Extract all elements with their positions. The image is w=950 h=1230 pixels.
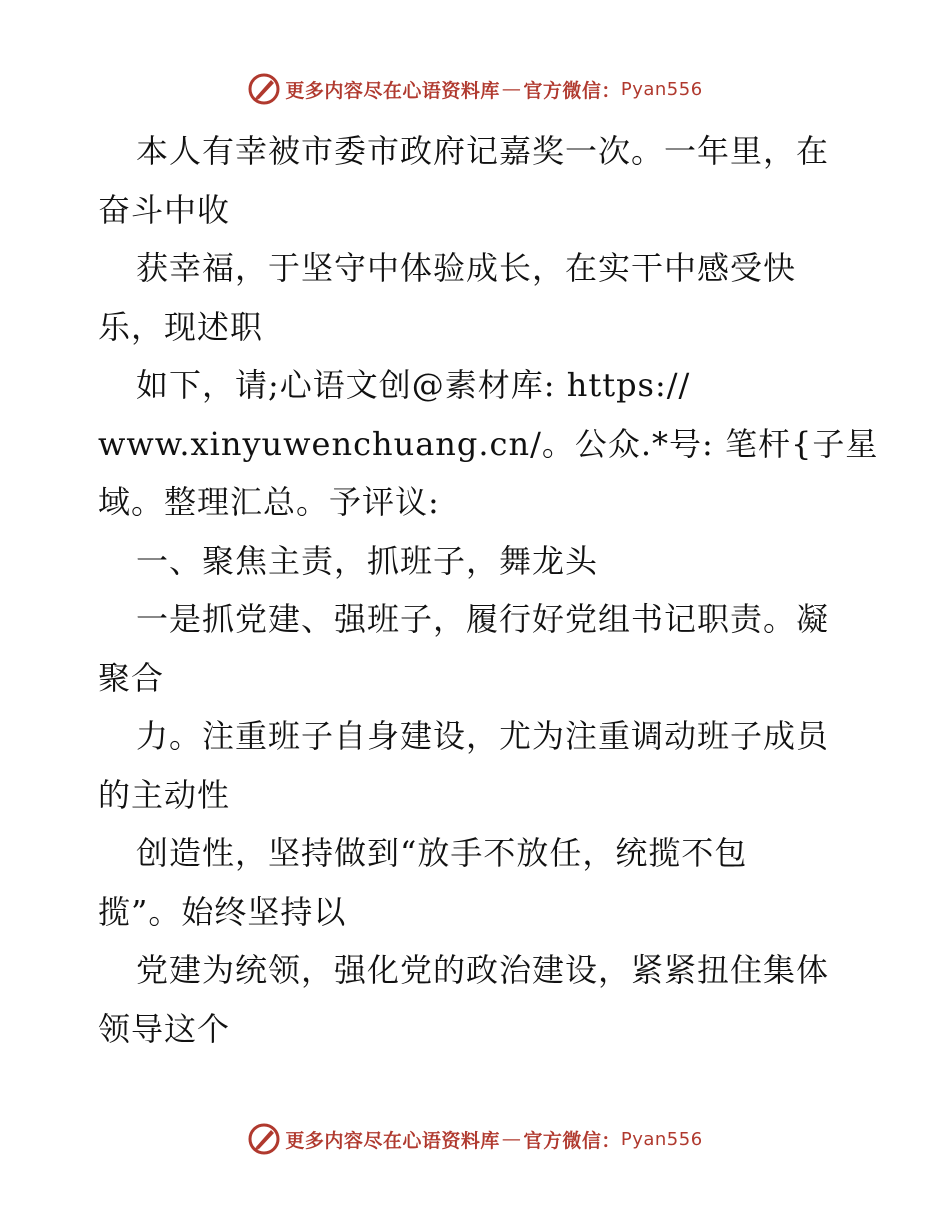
header-watermark bbox=[0, 72, 950, 106]
footer-watermark bbox=[0, 1122, 950, 1156]
paragraph-line: 域。整理汇总。予评议: bbox=[98, 483, 440, 521]
paragraph-line: 创造性，坚持做到“放手不放任，统揽不包 bbox=[136, 834, 748, 872]
watermark-wechat-label: 官方微信： bbox=[523, 1129, 621, 1152]
paragraph-line: 获幸福，于坚守中体验成长，在实干中感受快 bbox=[136, 249, 797, 287]
paragraph-line: 党建为统领，强化党的政治建设，紧紧扭住集体 bbox=[136, 951, 830, 989]
paragraph-line: 揽”。始终坚持以 bbox=[98, 892, 347, 931]
paragraph-line: 本人有幸被市委市政府记嘉奖一次。一年里，在 bbox=[136, 132, 830, 170]
watermark-wechat-label: 官方微信： bbox=[523, 79, 621, 102]
paragraph-line: 力。注重班子自身建设，尤为注重调动班子成员 bbox=[136, 717, 830, 755]
watermark-dash: — bbox=[501, 1128, 522, 1150]
quill-pen-logo-icon bbox=[247, 1122, 281, 1156]
watermark-text: 更多内容尽在心语资料库 bbox=[285, 79, 500, 102]
watermark-dash: — bbox=[501, 78, 522, 100]
paragraph-line: 如下，请;心语文创@素材库: https:// bbox=[136, 366, 691, 404]
quill-pen-logo-icon bbox=[247, 72, 281, 106]
watermark-wechat-id: Pyan556 bbox=[620, 1128, 703, 1150]
paragraph-line: 的主动性 bbox=[98, 775, 231, 814]
paragraph-line: 乐，现述职 bbox=[98, 307, 264, 346]
document-body bbox=[98, 122, 879, 1058]
paragraph-line: 一是抓党建、强班子，履行好党组书记职责。凝 bbox=[136, 600, 830, 638]
paragraph-line: www.xinyuwenchuang.cn/。公众.*号: 笔杆{子星 bbox=[98, 424, 879, 463]
paragraph-line: 奋斗中收 bbox=[98, 190, 231, 229]
section-heading: 一、聚焦主责，抓班子，舞龙头 bbox=[136, 541, 599, 580]
paragraph-line: 领导这个 bbox=[98, 1009, 231, 1048]
watermark-wechat-id: Pyan556 bbox=[620, 78, 703, 100]
paragraph-line: 聚合 bbox=[98, 658, 165, 697]
watermark-text: 更多内容尽在心语资料库 bbox=[285, 1129, 500, 1152]
